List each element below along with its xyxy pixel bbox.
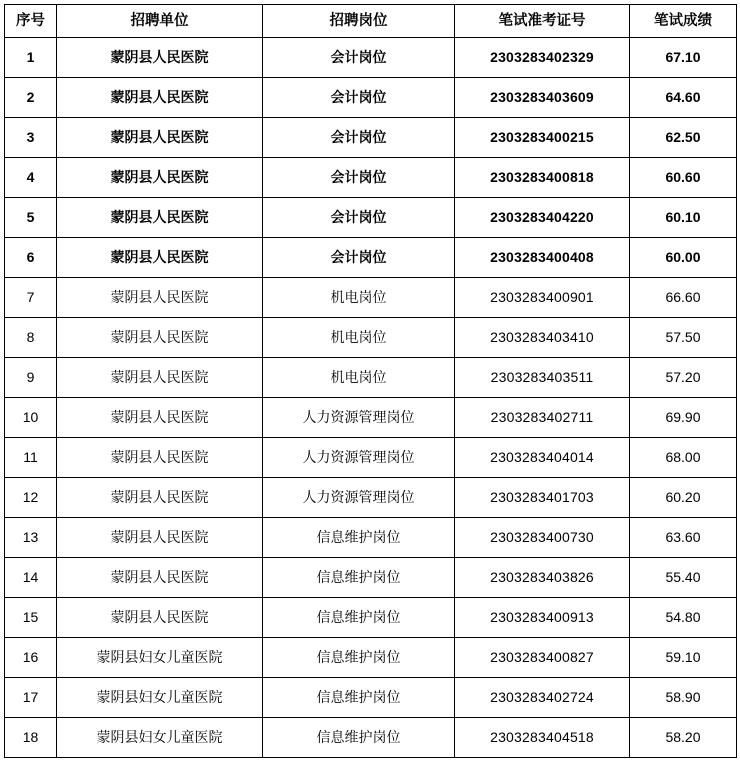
cell-score: 60.60 (630, 158, 737, 198)
cell-post: 信息维护岗位 (263, 678, 455, 718)
cell-index: 4 (5, 158, 57, 198)
cell-index: 2 (5, 78, 57, 118)
cell-ticket: 2303283403826 (455, 558, 630, 598)
cell-index: 15 (5, 598, 57, 638)
cell-ticket: 2303283400215 (455, 118, 630, 158)
cell-unit: 蒙阴县人民医院 (57, 198, 263, 238)
cell-score: 60.00 (630, 238, 737, 278)
cell-unit: 蒙阴县人民医院 (57, 558, 263, 598)
cell-score: 60.10 (630, 198, 737, 238)
cell-score: 58.20 (630, 718, 737, 758)
cell-post: 会计岗位 (263, 118, 455, 158)
cell-ticket: 2303283403511 (455, 358, 630, 398)
cell-unit: 蒙阴县人民医院 (57, 398, 263, 438)
cell-post: 会计岗位 (263, 78, 455, 118)
cell-unit: 蒙阴县人民医院 (57, 438, 263, 478)
table-row (5, 478, 737, 518)
cell-ticket: 2303283404220 (455, 198, 630, 238)
cell-score: 59.10 (630, 638, 737, 678)
cell-score: 62.50 (630, 118, 737, 158)
cell-unit: 蒙阴县人民医院 (57, 118, 263, 158)
cell-score: 57.20 (630, 358, 737, 398)
exam-score-table (4, 4, 737, 758)
column-header-post: 招聘岗位 (263, 5, 455, 38)
table-row (5, 678, 737, 718)
cell-index: 3 (5, 118, 57, 158)
cell-index: 7 (5, 278, 57, 318)
cell-index: 1 (5, 38, 57, 78)
cell-post: 人力资源管理岗位 (263, 478, 455, 518)
cell-unit: 蒙阴县妇女儿童医院 (57, 638, 263, 678)
cell-unit: 蒙阴县人民医院 (57, 478, 263, 518)
cell-ticket: 2303283404518 (455, 718, 630, 758)
cell-score: 54.80 (630, 598, 737, 638)
table-row (5, 558, 737, 598)
cell-unit: 蒙阴县人民医院 (57, 598, 263, 638)
table-row (5, 518, 737, 558)
cell-ticket: 2303283400901 (455, 278, 630, 318)
table-header-row (5, 5, 737, 38)
cell-post: 信息维护岗位 (263, 558, 455, 598)
cell-post: 会计岗位 (263, 158, 455, 198)
cell-index: 5 (5, 198, 57, 238)
table-row (5, 318, 737, 358)
cell-score: 66.60 (630, 278, 737, 318)
table-row (5, 398, 737, 438)
cell-post: 会计岗位 (263, 38, 455, 78)
cell-ticket: 2303283401703 (455, 478, 630, 518)
table-row (5, 278, 737, 318)
cell-index: 17 (5, 678, 57, 718)
cell-ticket: 2303283400818 (455, 158, 630, 198)
cell-score: 60.20 (630, 478, 737, 518)
cell-unit: 蒙阴县人民医院 (57, 358, 263, 398)
cell-ticket: 2303283403609 (455, 78, 630, 118)
cell-index: 6 (5, 238, 57, 278)
column-header-ticket: 笔试准考证号 (455, 5, 630, 38)
cell-post: 信息维护岗位 (263, 638, 455, 678)
table-body (5, 38, 737, 758)
cell-unit: 蒙阴县妇女儿童医院 (57, 678, 263, 718)
cell-unit: 蒙阴县人民医院 (57, 278, 263, 318)
table-row (5, 158, 737, 198)
table-row (5, 438, 737, 478)
cell-index: 12 (5, 478, 57, 518)
cell-index: 13 (5, 518, 57, 558)
table-row (5, 78, 737, 118)
column-header-score: 笔试成绩 (630, 5, 737, 38)
table-row (5, 598, 737, 638)
cell-post: 信息维护岗位 (263, 718, 455, 758)
cell-ticket: 2303283403410 (455, 318, 630, 358)
cell-score: 57.50 (630, 318, 737, 358)
cell-post: 信息维护岗位 (263, 598, 455, 638)
cell-index: 14 (5, 558, 57, 598)
cell-ticket: 2303283400730 (455, 518, 630, 558)
cell-post: 机电岗位 (263, 278, 455, 318)
cell-post: 人力资源管理岗位 (263, 398, 455, 438)
cell-ticket: 2303283402711 (455, 398, 630, 438)
table-row (5, 118, 737, 158)
table-row (5, 38, 737, 78)
cell-ticket: 2303283402724 (455, 678, 630, 718)
cell-unit: 蒙阴县人民医院 (57, 38, 263, 78)
column-header-index: 序号 (5, 5, 57, 38)
cell-ticket: 2303283400913 (455, 598, 630, 638)
table-row (5, 358, 737, 398)
cell-post: 信息维护岗位 (263, 518, 455, 558)
cell-unit: 蒙阴县人民医院 (57, 318, 263, 358)
cell-index: 10 (5, 398, 57, 438)
table-header (5, 5, 737, 38)
cell-ticket: 2303283404014 (455, 438, 630, 478)
table-row (5, 638, 737, 678)
column-header-unit: 招聘单位 (57, 5, 263, 38)
cell-score: 69.90 (630, 398, 737, 438)
cell-unit: 蒙阴县人民医院 (57, 238, 263, 278)
cell-score: 68.00 (630, 438, 737, 478)
table-row (5, 718, 737, 758)
cell-score: 63.60 (630, 518, 737, 558)
cell-post: 机电岗位 (263, 358, 455, 398)
cell-post: 会计岗位 (263, 238, 455, 278)
cell-index: 16 (5, 638, 57, 678)
cell-score: 67.10 (630, 38, 737, 78)
cell-index: 11 (5, 438, 57, 478)
cell-score: 64.60 (630, 78, 737, 118)
cell-score: 55.40 (630, 558, 737, 598)
cell-unit: 蒙阴县人民医院 (57, 518, 263, 558)
table-row (5, 238, 737, 278)
cell-index: 18 (5, 718, 57, 758)
cell-unit: 蒙阴县妇女儿童医院 (57, 718, 263, 758)
cell-index: 9 (5, 358, 57, 398)
table-row (5, 198, 737, 238)
cell-ticket: 2303283400827 (455, 638, 630, 678)
cell-post: 会计岗位 (263, 198, 455, 238)
cell-post: 人力资源管理岗位 (263, 438, 455, 478)
cell-ticket: 2303283400408 (455, 238, 630, 278)
cell-score: 58.90 (630, 678, 737, 718)
cell-unit: 蒙阴县人民医院 (57, 78, 263, 118)
cell-index: 8 (5, 318, 57, 358)
cell-unit: 蒙阴县人民医院 (57, 158, 263, 198)
cell-ticket: 2303283402329 (455, 38, 630, 78)
cell-post: 机电岗位 (263, 318, 455, 358)
